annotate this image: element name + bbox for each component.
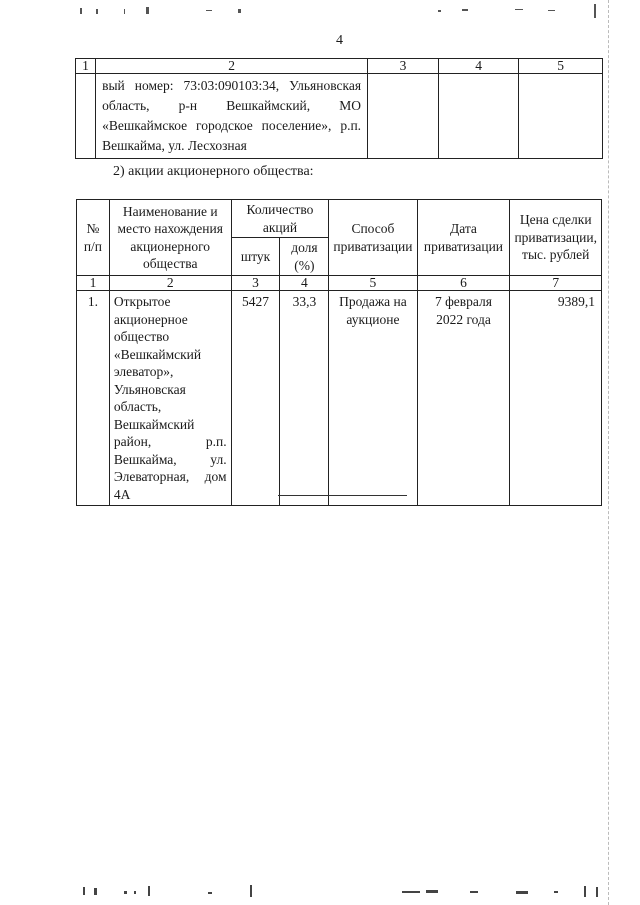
header-name: Наименование и место нахождения акционерного общества <box>109 200 231 276</box>
column-number: 7 <box>510 276 602 291</box>
shares-count: 5427 <box>231 291 280 506</box>
table-row <box>76 74 603 159</box>
table-row <box>77 291 602 506</box>
property-description: вый номер: 73:03:090103:34, Ульяновская область, р-н Вешкаймский, МО «Вешкаймское городское поселение», р.п. Вешкайма, ул. Лесхозная <box>96 74 368 159</box>
privatization-method: Продажа на аукционе <box>329 291 417 506</box>
shares-percent: 33,3 <box>280 291 329 506</box>
header-share: доля (%) <box>280 238 329 276</box>
header-price: Цена сделки приватизации, тыс. рублей <box>510 200 602 276</box>
scan-edge-line <box>608 0 609 905</box>
scan-noise-top <box>0 4 640 18</box>
empty-cell <box>368 74 439 159</box>
header-date: Дата приватизации <box>417 200 510 276</box>
continued-table <box>75 58 603 159</box>
column-number: 2 <box>109 276 231 291</box>
page-number: 4 <box>336 33 343 48</box>
closing-divider <box>278 495 407 496</box>
empty-cell <box>438 74 518 159</box>
scan-noise-bottom <box>0 883 640 897</box>
privatization-date: 7 февраля 2022 года <box>417 291 510 506</box>
header-num: № п/п <box>77 200 110 276</box>
column-number: 4 <box>438 59 518 74</box>
header-quantity: Количество акций <box>231 200 329 238</box>
shares-table <box>76 199 602 506</box>
column-number: 5 <box>329 276 417 291</box>
column-number: 4 <box>280 276 329 291</box>
company-name-address: Открытое акционерное общество «Вешкаймский элеватор», Ульяновская область, Вешкаймский район, р.п. Вешкайма, ул. Элеваторная, дом 4А <box>109 291 231 506</box>
header-pieces: штук <box>231 238 280 276</box>
column-number: 5 <box>519 59 603 74</box>
empty-cell <box>519 74 603 159</box>
section-title: 2) акции акционерного общества: <box>113 164 314 179</box>
column-number: 1 <box>77 276 110 291</box>
column-number: 1 <box>76 59 96 74</box>
column-number-row <box>77 276 602 291</box>
column-number: 2 <box>96 59 368 74</box>
table-header-row <box>77 200 602 238</box>
empty-cell <box>76 74 96 159</box>
column-number: 3 <box>231 276 280 291</box>
table-header-row <box>76 59 603 74</box>
header-method: Способ приватизации <box>329 200 417 276</box>
deal-price: 9389,1 <box>510 291 602 506</box>
column-number: 6 <box>417 276 510 291</box>
row-number: 1. <box>77 291 110 506</box>
column-number: 3 <box>368 59 439 74</box>
